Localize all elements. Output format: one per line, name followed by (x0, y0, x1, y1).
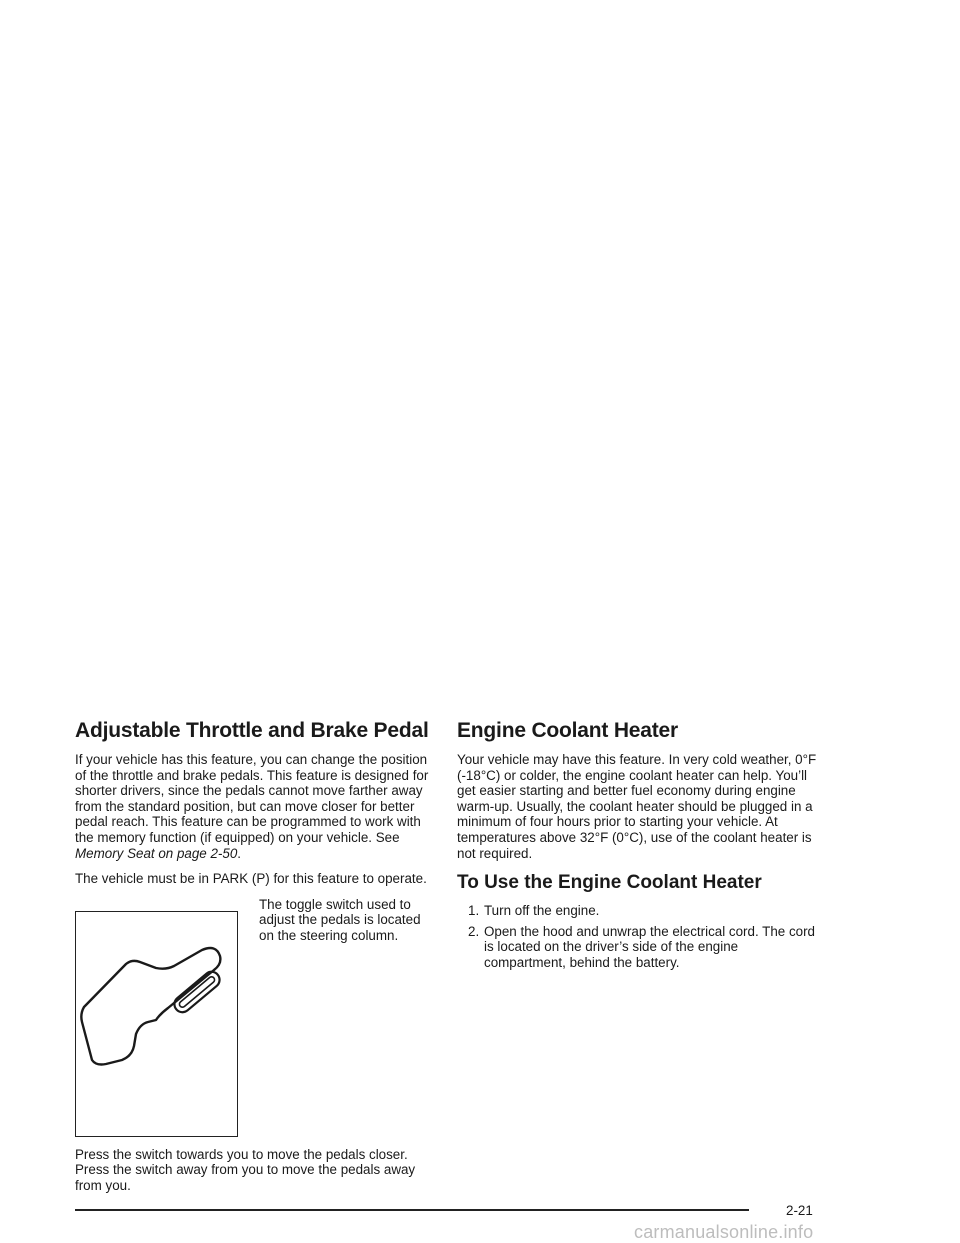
footer-rule (75, 1209, 749, 1211)
figure-caption: The toggle switch used to adjust the pedals is located on the steering column. (259, 896, 421, 943)
section-heading-coolant-heater: Engine Coolant Heater (457, 719, 678, 742)
memory-seat-reference-link[interactable]: Memory Seat on page 2-50 (75, 845, 238, 861)
pedal-toggle-switch-icon (76, 912, 236, 1135)
step-text: Turn off the engine. (484, 903, 600, 919)
list-item (457, 903, 817, 919)
step-number: 1. (468, 903, 480, 919)
paragraph-coolant-intro: Your vehicle may have this feature. In very cold weather, 0°F (-18°C) or colder, the engine coolant heater can help. You’ll get easier starting and better fuel economy during engine warm-up. Usually, the coolant heater should be plugged in a minimum of four hours prior to starting your vehicle. At temperatures above 32°F (0°C), use of the coolant heater is not required. (457, 752, 817, 861)
step-text: Open the hood and unwrap the electrical cord. The cord is located on the driver’s side of the engine compartment, behind the battery. (484, 923, 816, 970)
paragraph-pedal-intro-end: . (237, 845, 242, 861)
paragraph-switch-operation: Press the switch towards you to move the pedals closer. Press the switch away from you to move the pedals away from you. (75, 1146, 416, 1193)
steps-list (457, 903, 817, 970)
page-number: 2-21 (786, 1203, 813, 1218)
paragraph-park-requirement: The vehicle must be in PARK (P) for this feature to operate. (75, 871, 427, 887)
paragraph-pedal-intro-text: If your vehicle has this feature, you can change the position of the throttle and brake pedals. This feature is designed for shorter drivers, since the pedals cannot move farther away from the standard position, but can move closer for better pedal reach. This feature can be programmed to work with the memory function (if equipped) on your vehicle. See (75, 752, 429, 845)
step-number: 2. (468, 923, 480, 939)
paragraph-pedal-intro (75, 752, 430, 861)
right-column (457, 718, 817, 976)
pedal-switch-figure (75, 911, 238, 1137)
figure-row (75, 897, 430, 1139)
subheading-use-coolant-heater: To Use the Engine Coolant Heater (457, 872, 762, 894)
list-item (457, 924, 817, 971)
watermark: carmanualsonline.info (634, 1222, 814, 1242)
left-column (75, 718, 430, 1204)
section-heading-adjustable-pedals: Adjustable Throttle and Brake Pedal (75, 719, 429, 742)
